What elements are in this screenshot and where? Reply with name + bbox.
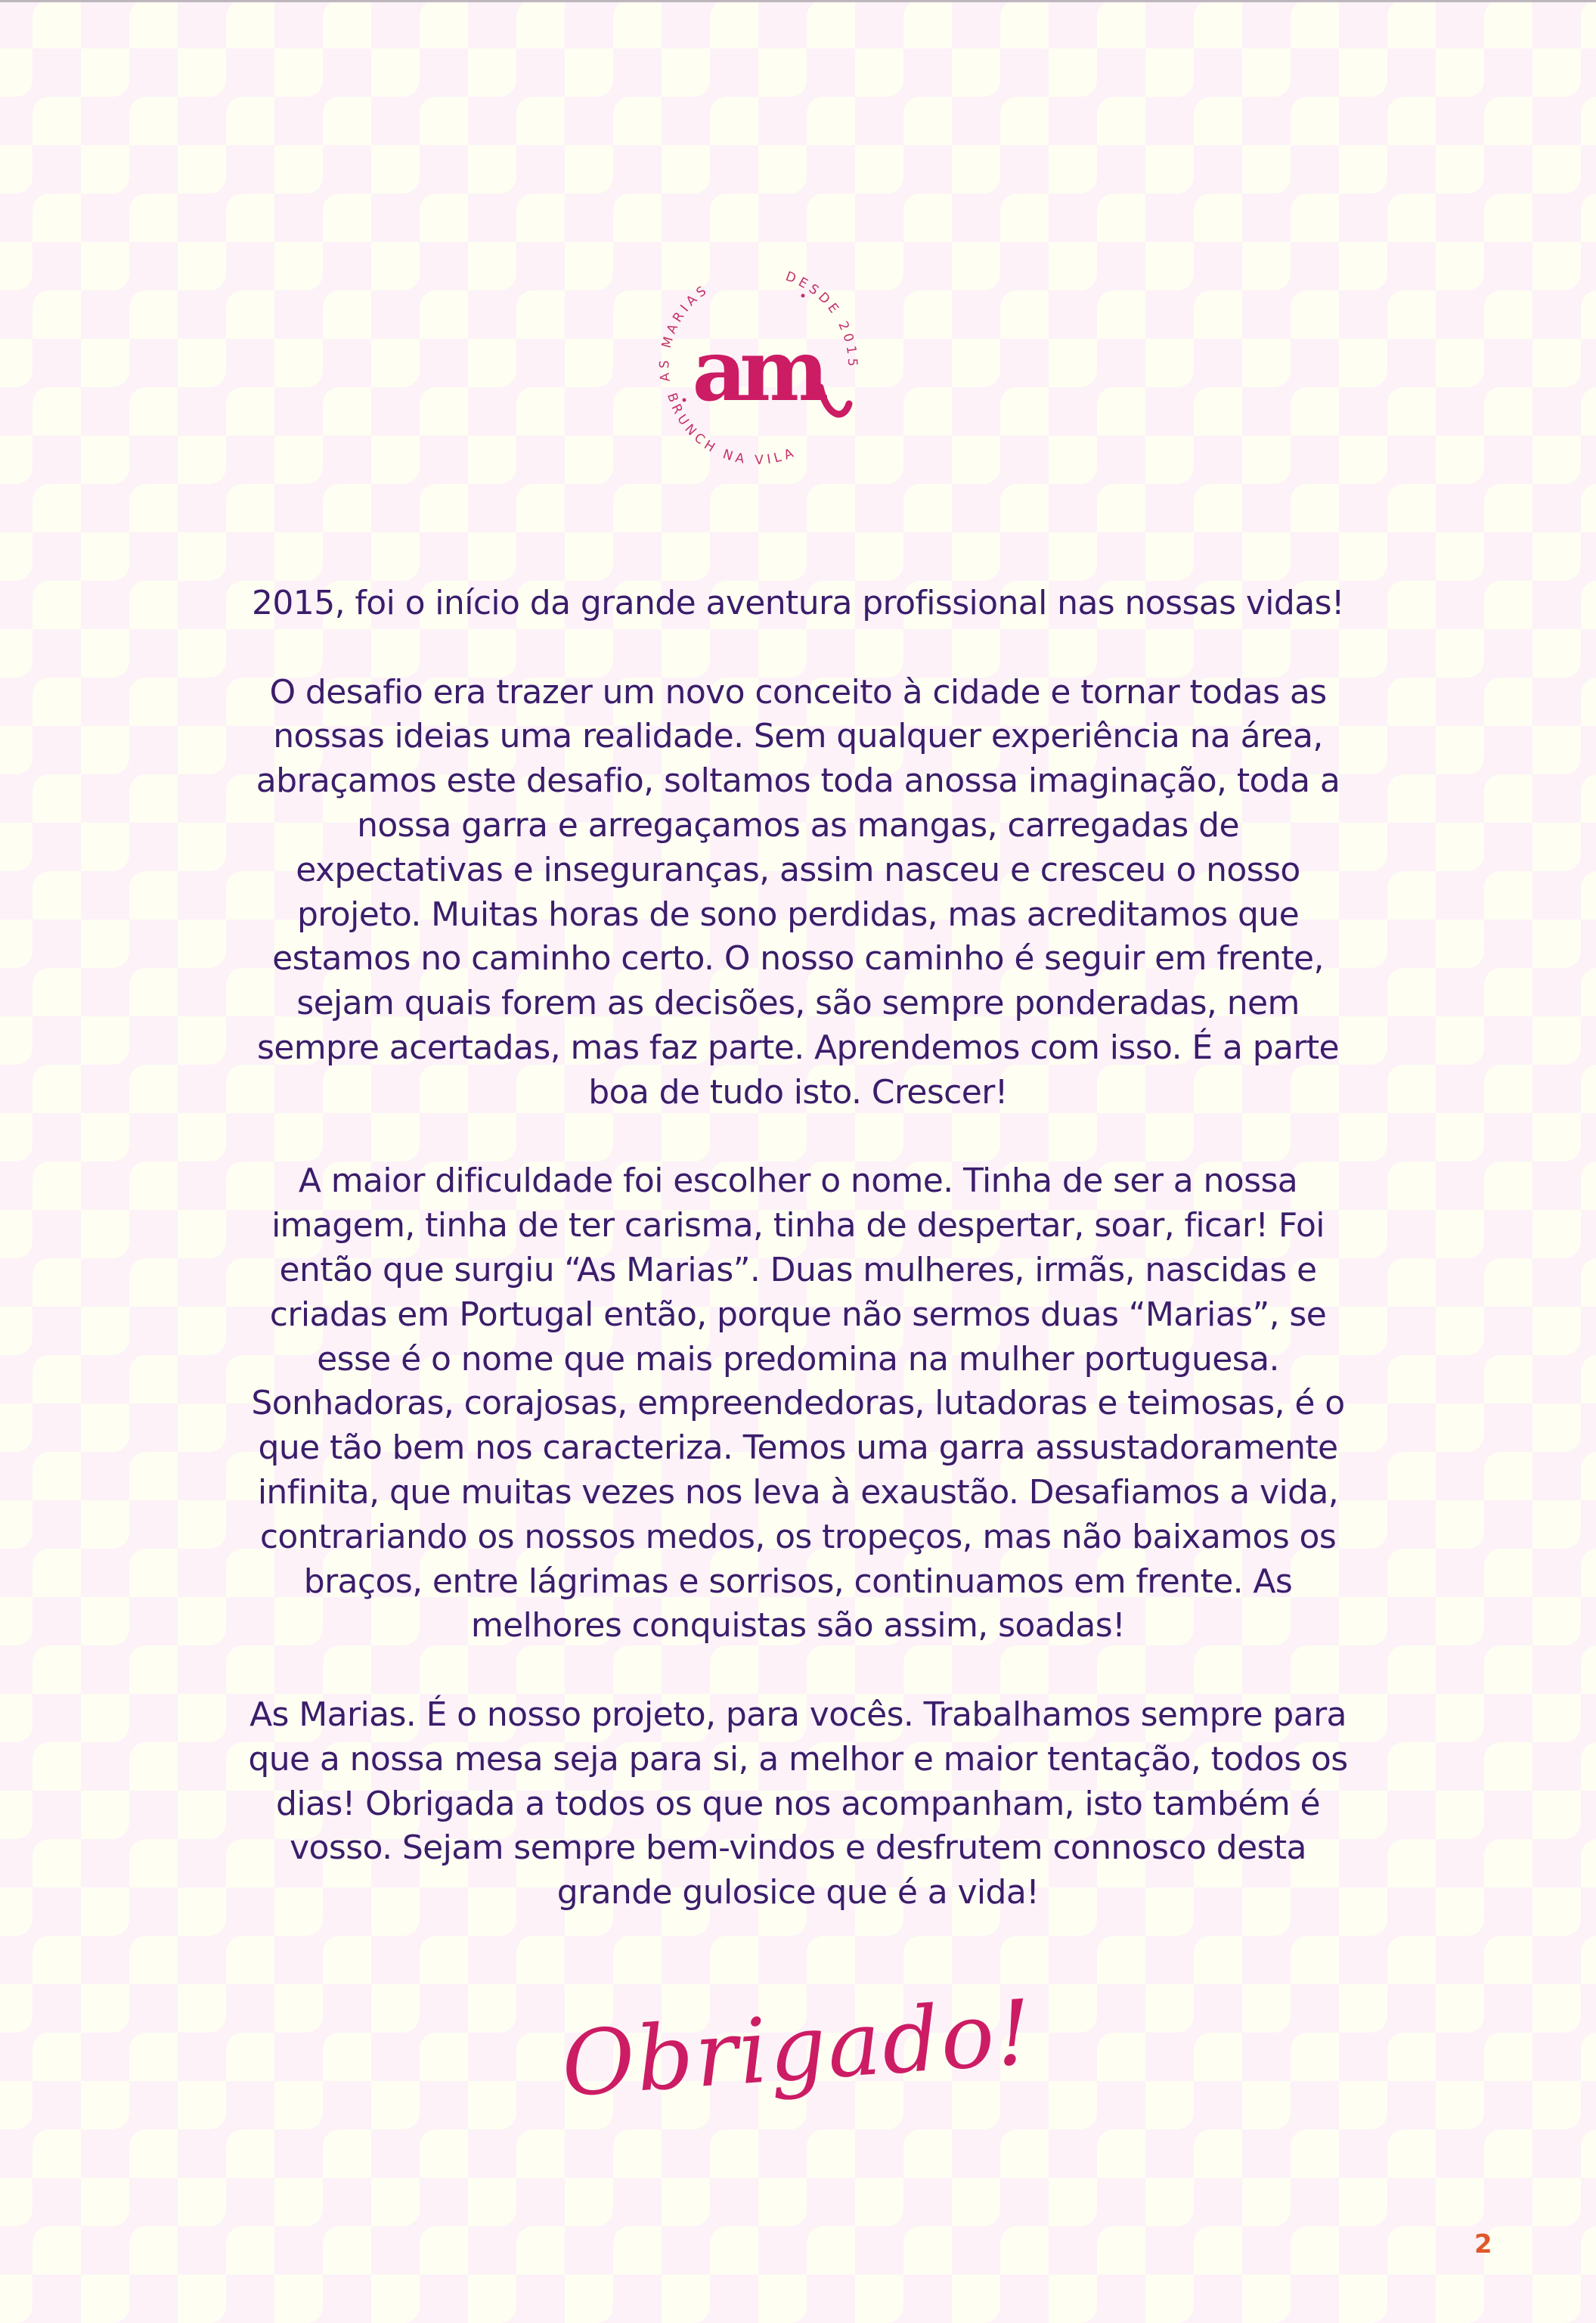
signature-obrigado: Obrigado! [558, 1980, 1037, 2117]
text-line: que tão bem nos caracteriza. Temos uma garra assustadoramente [258, 1428, 1338, 1468]
text-line: dias! Obrigada a todos os que nos acompanham, isto também é [276, 1784, 1320, 1823]
page-number: 2 [1474, 2229, 1492, 2259]
text-line: grande gulosice que é a vida! [556, 1873, 1040, 1912]
paragraph [0, 582, 1596, 626]
logo-monogram: am [692, 321, 822, 420]
text-line: esse é o nome que mais predomina na mulher portuguesa. [317, 1339, 1279, 1379]
text-line: contrariando os nossos medos, os tropeços, mas não baixamos os [259, 1517, 1337, 1556]
paragraph [0, 1693, 1596, 1915]
text-line: então que surgiu “As Marias”. Duas mulheres, irmãs, nascidas e [279, 1250, 1317, 1289]
story-text [0, 582, 1596, 1960]
text-line: O desafio era trazer um novo conceito à cidade e tornar todas as [269, 672, 1327, 712]
text-line: nossa garra e arregaçamos as mangas, carregadas de [357, 805, 1239, 845]
text-line: abraçamos este desafio, soltamos toda anossa imaginação, toda a [256, 761, 1340, 801]
text-line: melhores conquistas são assim, soadas! [470, 1606, 1126, 1645]
text-line: A maior dificuldade foi escolher o nome. Tinha de ser a nossa [298, 1162, 1298, 1201]
text-line: expectativas e inseguranças, assim nasceu e cresceu o nosso [296, 850, 1300, 889]
text-line: infinita, que muitas vezes nos leva à exaustão. Desafiamos a vida, [257, 1472, 1339, 1512]
text-line: que a nossa mesa seja para si, a melhor e maior tentação, todos os [248, 1739, 1348, 1779]
text-line: vosso. Sejam sempre bem-vindos e desfrutem connosco desta [290, 1828, 1306, 1868]
text-line: Sonhadoras, corajosas, empreendedoras, lutadoras e teimosas, é o [251, 1384, 1345, 1423]
as-marias-logo [645, 253, 872, 479]
text-line: imagem, tinha de ter carisma, tinha de despertar, soar, ficar! Foi [271, 1206, 1325, 1245]
logo-arc-top: AS MARIAS [657, 281, 713, 383]
logo-arc-right: DESDE 2015 [783, 268, 860, 371]
text-line: 2015, foi o início da grande aventura profissional nas nossas vidas! [252, 584, 1344, 622]
text-line: sejam quais forem as decisões, são sempre ponderadas, nem [296, 984, 1300, 1023]
text-line: braços, entre lágrimas e sorrisos, continuamos em frente. As [303, 1562, 1293, 1601]
paragraph [0, 1159, 1596, 1648]
text-line: nossas ideias uma realidade. Sem qualquer experiência na área, [273, 717, 1323, 756]
text-line: boa de tudo isto. Crescer! [588, 1072, 1008, 1112]
text-line: projeto. Muitas horas de sono perdidas, mas acreditamos que [296, 895, 1300, 934]
logo-arc-bottom: BRUNCH NA VILA [663, 391, 800, 469]
top-border [0, 0, 1596, 2]
text-line: criadas em Portugal então, porque não sermos duas “Marias”, se [269, 1295, 1327, 1334]
text-line: estamos no caminho certo. O nosso caminho é seguir em frente, [272, 939, 1324, 979]
text-line: sempre acertadas, mas faz parte. Aprendemos com isso. É a parte [256, 1028, 1340, 1067]
text-line: As Marias. É o nosso projeto, para vocês. Trabalhamos sempre para [249, 1695, 1347, 1734]
paragraph [0, 671, 1596, 1115]
